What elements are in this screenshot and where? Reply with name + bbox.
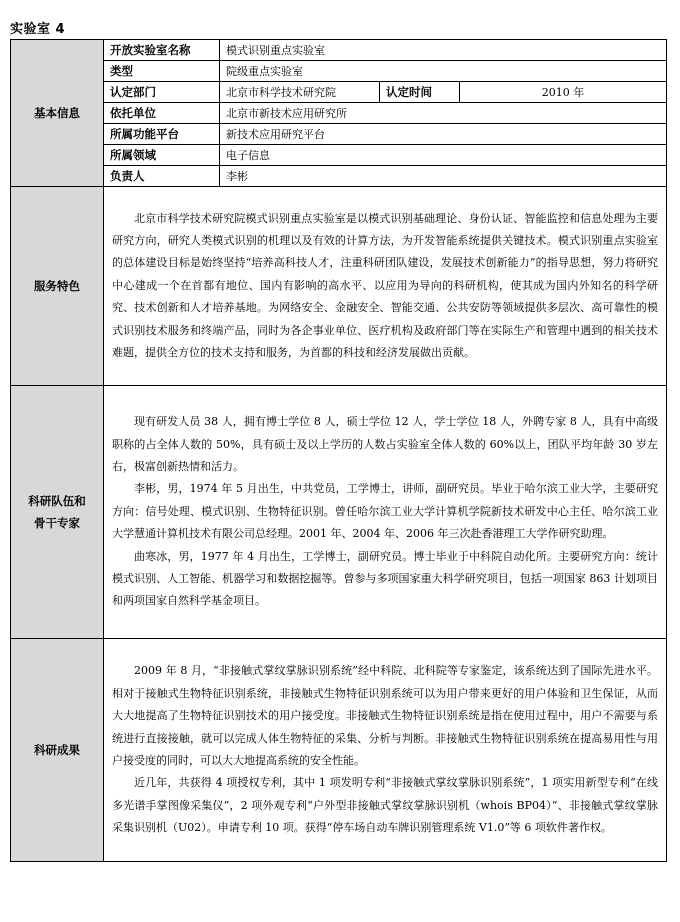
results-paragraph: 近几年，共获得 4 项授权专利，其中 1 项发明专利“非接触式掌纹掌脉识别系统”，1 项实用新型专利“在线多光谱手掌图像采集仪”，2 项外观专利“户外型非接触式掌纹掌脉识别机（whois BP04）”、非接触式掌纹掌脉采集识别机（U02）。申请专利 10 项。获得“停车场自动车牌识别管理系统 V1.0”等 6 项软件著作权。 (112, 776, 659, 835)
label-leader: 负责人 (104, 166, 220, 187)
row-authority (11, 82, 667, 103)
results-text (104, 639, 667, 862)
value-platform: 新技术应用研究平台 (220, 124, 667, 145)
team-text (104, 386, 667, 639)
service-paragraph: 北京市科学技术研究院模式识别重点实验室是以模式识别基础理论、身份认证、智能监控和信息处理为主要研究方向，研究人类模式识别的机理以及有效的计算方法，为开发智能系统提供关键技术。模式识别重点实验室的总体建设目标是始终坚持“培养高科技人才，注重科研团队建设，发展技术创新能力”的指导思想，努力将研究中心建成一个在首都有地位、国内有影响的高水平、以应用为导向的科研机构，使其成为国内外知名的科学研究、技术创新和人才培养基地。为网络安全、金融安全、智能交通、公共安防等领域提供多层次、高可靠性的模式识别技术服务和终端产品，同时为各企事业单位、医疗机构及政府部门等在实际生产和管理中遇到的相关技术难题，提供全方位的技术支持和服务，为首都的科技和经济发展做出贡献。 (112, 211, 659, 360)
label-authority: 认定部门 (104, 82, 220, 103)
value-certified-time: 2010 年 (460, 82, 667, 103)
section-label-service: 服务特色 (11, 187, 104, 386)
team-paragraph: 现有研发人员 38 人，拥有博士学位 8 人，硕士学位 12 人，学士学位 18 人，外聘专家 8 人，具有中高级职称的占全体人数的 50%，具有硕士及以上学历的人数占实验室全体人数的 60%以上，团队平均年龄 30 岁左右，极富创新热情和活力。 (112, 415, 659, 473)
row-lab-name (11, 40, 667, 61)
value-host-unit: 北京市新技术应用研究所 (220, 103, 667, 124)
value-type: 院级重点实验室 (220, 61, 667, 82)
value-leader: 李彬 (220, 166, 667, 187)
value-authority: 北京市科学技术研究院 (220, 82, 380, 103)
section-label-results: 科研成果 (11, 639, 104, 862)
value-lab-name: 模式识别重点实验室 (220, 40, 667, 61)
row-leader (11, 166, 667, 187)
row-service (11, 187, 667, 386)
label-host-unit: 依托单位 (104, 103, 220, 124)
row-team (11, 386, 667, 639)
label-type: 类型 (104, 61, 220, 82)
team-paragraph: 李彬，男，1974 年 5 月出生，中共党员，工学博士，讲师，副研究员。毕业于哈尔滨工业大学，主要研究方向：信号处理、模式识别、生物特征识别。曾任哈尔滨工业大学计算机学院新技术研发中心主任、哈尔滨工业大学慧通计算机技术有限公司总经理。2001 年、2004 年、2006 年三次赴香港理工大学作研究助理。 (112, 482, 659, 541)
section-label-team (11, 386, 104, 639)
service-text (104, 187, 667, 386)
row-platform (11, 124, 667, 145)
value-field: 电子信息 (220, 145, 667, 166)
results-paragraph: 2009 年 8 月，“非接触式掌纹掌脉识别系统”经中科院、北科院等专家鉴定，该系统达到了国际先进水平。相对于接触式生物特征识别系统，非接触式生物特征识别系统可以为用户带来更好的用户体验和卫生保证，从而大大地提高了生物特征识别技术的用户接受度。非接触式生物特征识别系统是指在使用过程中，用户不需要与系统进行直接接触，就可以完成人体生物特征的采集、分析与判断。非接触式生物特征识别系统在提高易用性与用户接受度的同时，可以大大地提高系统的安全性能。 (112, 664, 659, 767)
label-lab-name: 开放实验室名称 (104, 40, 220, 61)
label-field: 所属领域 (104, 145, 220, 166)
label-platform: 所属功能平台 (104, 124, 220, 145)
row-results (11, 639, 667, 862)
section-label-team-line1: 科研队伍和 (28, 494, 86, 508)
team-paragraph: 曲寒冰，男，1977 年 4 月出生，工学博士，副研究员。博士毕业于中科院自动化所。主要研究方向：统计模式识别、人工智能、机器学习和数据挖掘等。曾参与多项国家重大科学研究项目，包括一项国家 863 计划项目和两项国家自然科学基金项目。 (112, 549, 659, 608)
row-type (11, 61, 667, 82)
row-host-unit (11, 103, 667, 124)
lab-info-table (10, 39, 667, 862)
section-label-basic: 基本信息 (11, 40, 104, 187)
label-certified-time: 认定时间 (380, 82, 460, 103)
section-label-team-line2: 骨干专家 (34, 516, 80, 530)
page-heading: 实验室 4 (10, 22, 66, 37)
row-field (11, 145, 667, 166)
